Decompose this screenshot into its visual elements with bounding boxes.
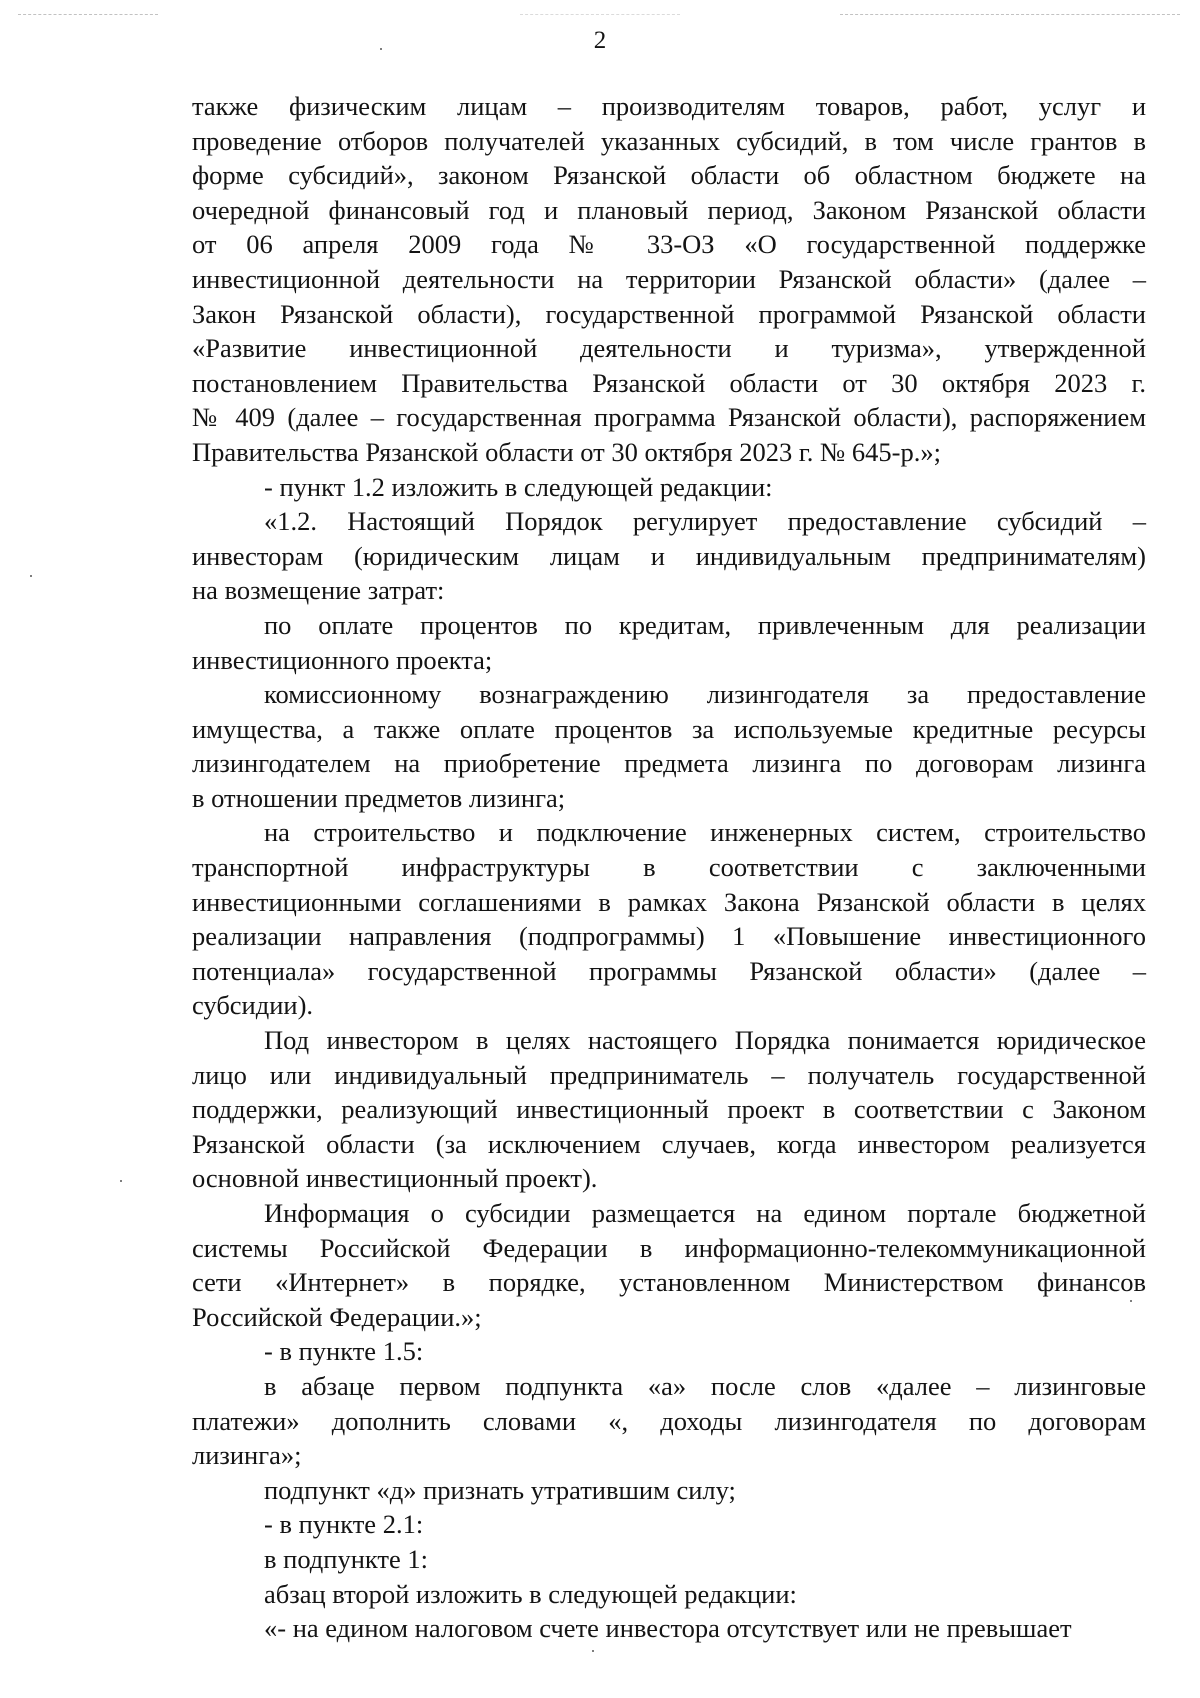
text-line: комиссионному вознаграждению лизингодателя за предоставление — [264, 679, 1146, 710]
paragraph — [192, 1473, 1146, 1508]
text-line: подпункт «д» признать утратившим силу; — [264, 1474, 736, 1505]
paragraph — [192, 1611, 1146, 1646]
text-line: на строительство и подключение инженерных систем, строительство — [264, 817, 1146, 848]
text-line: - пункт 1.2 изложить в следующей редакции: — [264, 471, 773, 502]
text-line: транспортной инфраструктуры в соответствии с заключенными — [192, 852, 1146, 883]
text-line: «- на едином налоговом счете инвестора отсутствует или не превышает — [264, 1613, 1072, 1644]
text-line: лизинга»; — [192, 1440, 302, 1471]
text-line: потенциала» государственной программы Рязанской области» (далее – — [192, 955, 1146, 986]
text-line: инвестиционной деятельности на территории Рязанской области» (далее – — [192, 263, 1146, 294]
text-line: в абзаце первом подпункта «а» после слов «далее – лизинговые — [264, 1370, 1146, 1401]
paragraph — [192, 1577, 1146, 1612]
scan-speck — [30, 575, 32, 577]
text-line: «Развитие инвестиционной деятельности и туризма», утвержденной — [192, 333, 1146, 364]
text-line: форме субсидий», законом Рязанской области об областном бюджете на — [192, 160, 1146, 191]
text-line: Информация о субсидии размещается на едином портале бюджетной — [264, 1198, 1146, 1228]
paragraph — [192, 1196, 1146, 1334]
text-line: Российской Федерации.»; — [192, 1301, 482, 1332]
text-line: сети «Интернет» в порядке, установленном Министерством финансов — [192, 1267, 1146, 1298]
text-line: имущества, а также оплате процентов за используемые кредитные ресурсы — [192, 713, 1146, 744]
scan-edge-line-mid — [520, 14, 680, 15]
text-line: в подпункте 1: — [264, 1543, 429, 1574]
text-line: инвестиционного проекта; — [192, 644, 493, 675]
scan-edge-line-left — [18, 14, 158, 15]
paragraph — [192, 815, 1146, 1023]
text-line: Закон Рязанской области), государственной программой Рязанской области — [192, 298, 1146, 329]
paragraph — [192, 677, 1146, 815]
paragraph — [192, 1542, 1146, 1577]
document-body — [192, 89, 1146, 1646]
text-line: - в пункте 2.1: — [264, 1509, 424, 1540]
text-line: реализации направления (подпрограммы) 1 «Повышение инвестиционного — [192, 921, 1146, 952]
page-number: 2 — [593, 27, 607, 54]
scan-speck — [120, 1180, 122, 1182]
text-line: лицо или индивидуальный предприниматель – получатель государственной — [192, 1059, 1146, 1090]
paragraph — [192, 1369, 1146, 1473]
text-line: - в пункте 1.5: — [264, 1336, 424, 1367]
text-line: системы Российской Федерации в информационно-телекоммуникационной — [192, 1232, 1146, 1263]
scan-speck — [380, 48, 382, 50]
text-line: абзац второй изложить в следующей редакции: — [264, 1578, 797, 1609]
text-line: также физическим лицам – производителям товаров, работ, услуг и — [192, 91, 1146, 121]
text-line: Рязанской области (за исключением случаев, когда инвестором реализуется — [192, 1128, 1146, 1159]
text-line: лизингодателем на приобретение предмета лизинга по договорам лизинга — [192, 748, 1146, 779]
paragraph — [192, 504, 1146, 608]
text-line: субсидии). — [192, 990, 314, 1021]
text-line: от 06 апреля 2009 года № 33-ОЗ «О государственной поддержке — [192, 229, 1146, 260]
paragraph — [192, 1507, 1146, 1542]
text-line: проведение отборов получателей указанных субсидий, в том числе грантов в — [192, 125, 1146, 156]
paragraph — [192, 608, 1146, 677]
text-line: Правительства Рязанской области от 30 октября 2023 г. № 645-р.»; — [192, 436, 941, 467]
text-line: постановлением Правительства Рязанской области от 30 октября 2023 г. — [192, 367, 1146, 398]
text-line: Под инвестором в целях настоящего Порядка понимается юридическое — [264, 1025, 1146, 1056]
text-line: очередной финансовый год и плановый период, Законом Рязанской области — [192, 194, 1146, 225]
scan-speck — [592, 1650, 594, 1652]
text-line: «1.2. Настоящий Порядок регулирует предоставление субсидий – — [264, 506, 1146, 537]
text-line: инвестиционными соглашениями в рамках Закона Рязанской области в целях — [192, 886, 1146, 917]
text-line: в отношении предметов лизинга; — [192, 782, 566, 813]
text-line: поддержки, реализующий инвестиционный проект в соответствии с Законом — [192, 1094, 1146, 1125]
paragraph — [192, 1023, 1146, 1196]
text-line: на возмещение затрат: — [192, 575, 445, 606]
text-line: № 409 (далее – государственная программа Рязанской области), распоряжением — [192, 402, 1146, 433]
text-line: инвесторам (юридическим лицам и индивидуальным предпринимателям) — [192, 540, 1146, 571]
scan-speck — [1130, 1300, 1132, 1302]
paragraph — [192, 470, 1146, 505]
text-line: платежи» дополнить словами «, доходы лизингодателя по договорам — [192, 1405, 1146, 1436]
paragraph — [192, 1334, 1146, 1369]
text-line: по оплате процентов по кредитам, привлеченным для реализации — [264, 609, 1146, 640]
text-line: основной инвестиционный проект). — [192, 1163, 598, 1194]
scan-edge-line-right — [840, 14, 1180, 15]
paragraph — [192, 89, 1146, 470]
